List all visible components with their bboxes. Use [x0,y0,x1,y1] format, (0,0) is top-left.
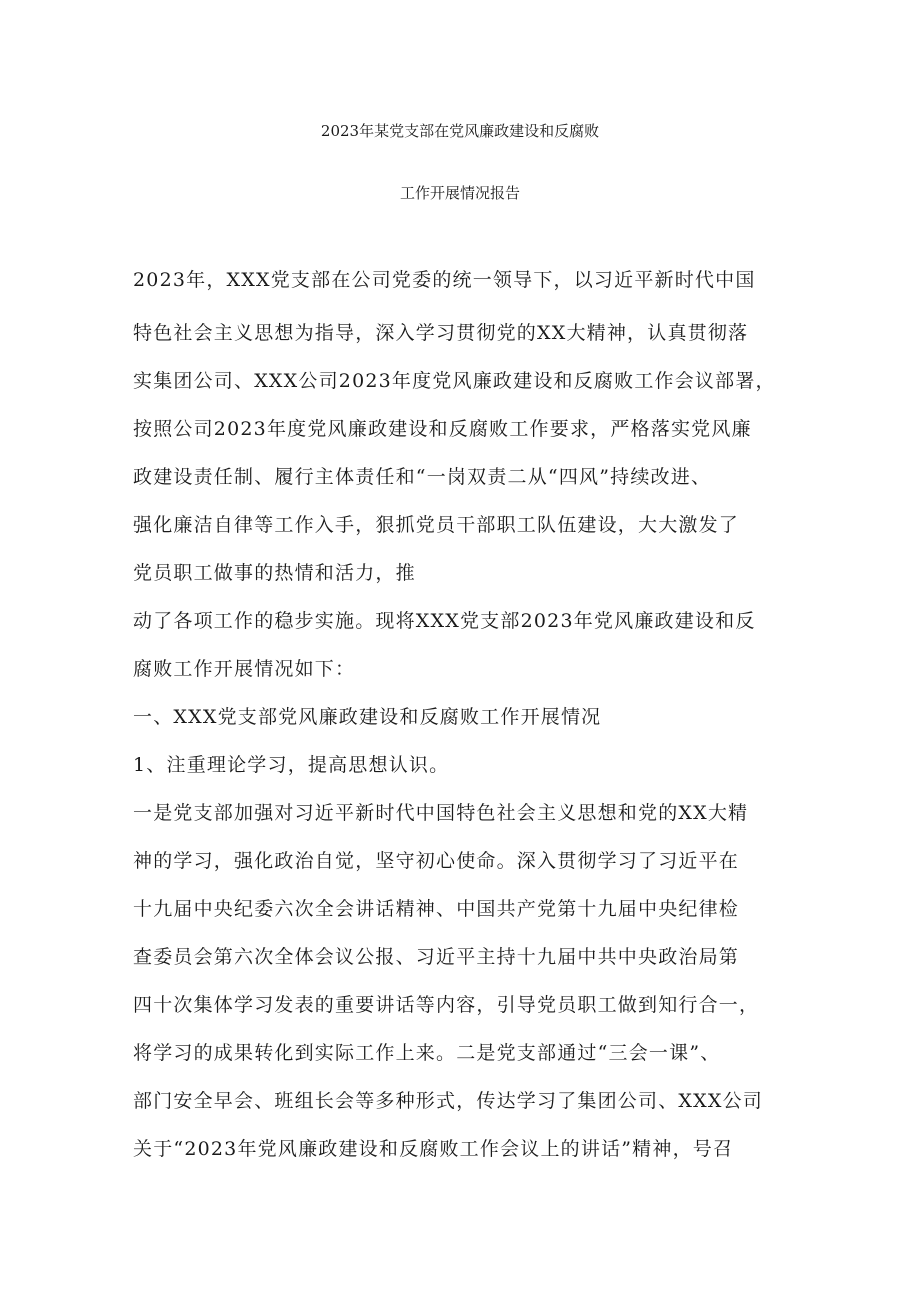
body-line: 关于“2023年党风廉政建设和反腐败工作会议上的讲话”精神，号召 [133,1138,734,1160]
body-line: 2023年，XXX党支部在公司党委的统一领导下，以习近平新时代中国 [133,269,756,291]
body-line: 实集团公司、XXX公司2023年度党风廉政建设和反腐败工作会议部署， [133,370,776,392]
body-line: 动了各项工作的稳步实施。现将XXX党支部2023年党风廉政建设和反 [133,610,756,632]
subsection-heading: 1、注重理论学习，提高思想认识。 [133,754,450,776]
body-line: 将学习的成果转化到实际工作上来。二是党支部通过“三会一课”、 [133,1042,721,1064]
body-line: 按照公司2023年度党风廉政建设和反腐败工作要求，严格落实党风廉 [133,418,752,440]
body-line: 政建设责任制、履行主体责任和“一岗双责二从“四风”持续改进、 [133,466,712,488]
body-line: 强化廉洁自律等工作入手，狠抓党员干部职工队伍建设，大大激发了 [133,514,740,536]
body-line: 一是党支部加强对习近平新时代中国特色社会主义思想和党的XX大精 [133,802,749,824]
body-line: 特色社会主义思想为指导，深入学习贯彻党的XX大精神，认真贯彻落 [133,322,749,344]
document-title-line-1: 2023年某党支部在党风廉政建设和反腐败 [320,122,600,140]
document-title-line-2: 工作开展情况报告 [399,184,520,202]
body-line: 四十次集体学习发表的重要讲话等内容，引导党员职工做到知行合一， [133,994,760,1016]
body-line: 查委员会第六次全体会议公报、习近平主持十九届中共中央政治局第 [133,946,740,968]
body-line: 神的学习，强化政治自觉，坚守初心使命。深入贯彻学习了习近平在 [133,850,740,872]
section-heading: 一、XXX党支部党风廉政建设和反腐败工作开展情况 [133,706,602,728]
body-line: 党员职工做事的热情和活力，推 [133,562,416,584]
body-line: 部门安全早会、班组长会等多种形式，传达学习了集团公司、XXX公司 [133,1090,763,1112]
body-line: 腐败工作开展情况如下： [133,658,356,680]
body-line: 十九届中央纪委六次全会讲话精神、中国共产党第十九届中央纪律检 [133,898,740,920]
